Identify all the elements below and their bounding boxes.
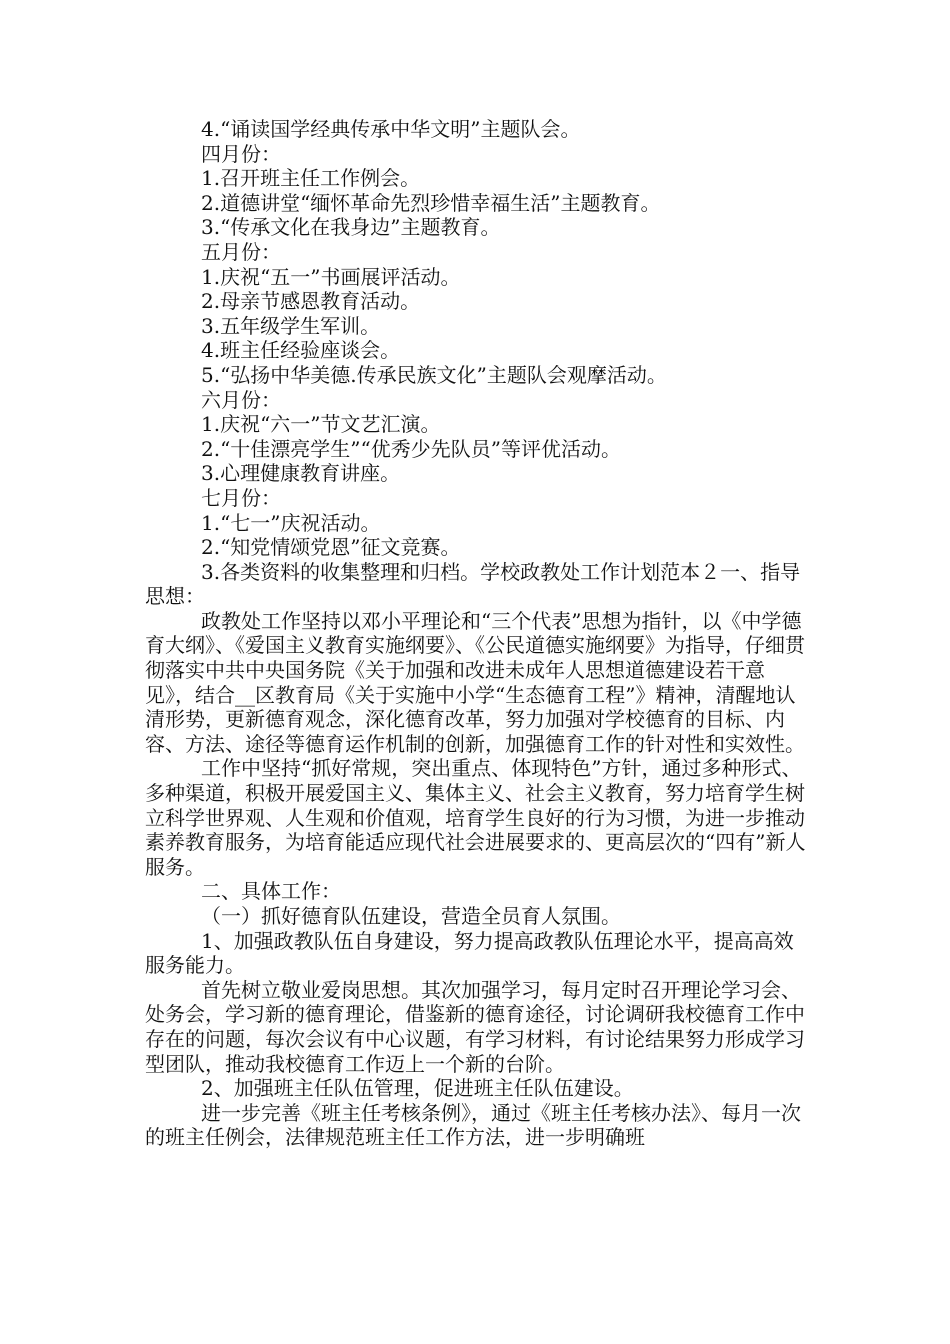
paragraph: 进一步完善《班主任考核条例》，通过《班主任考核办法》、每月一次的班主任例会，法律规范班主任工作方法，进一步明确班 [145,1100,801,1150]
month-heading-july: 七月份： [201,485,281,510]
text-line: 3.心理健康教育讲座。 [201,461,401,486]
text-line: 2.“十佳漂亮学生”“优秀少先队员”等评优活动。 [201,436,621,461]
paragraph: 首先树立敬业爱岗思想。其次加强学习，每月定时召开理论学习会、处务会，学习新的德育理论，借鉴新的德育途径，讨论调研我校德育工作中存在的问题，每次会议有中心议题，有学习材料，有讨论结果努力形成学习型团队，推动我校德育工作迈上一个新的台阶。 [145,977,805,1076]
text-line: 4.“诵读国学经典传承中华文明”主题队会。 [201,117,581,141]
text-line: 1.庆祝“六一”节文艺汇演。 [201,412,441,437]
paragraph: 1、加强政教队伍自身建设，努力提高政教队伍理论水平，提高高效服务能力。 [145,928,794,978]
text-line: 3.“传承文化在我身边”主题教育。 [201,215,501,240]
paragraph: 政教处工作坚持以邓小平理论和“三个代表”思想为指针，以《中学德育大纲》、《爱国主义教育实施纲要》、《公民道德实施纲要》为指导，仔细贯彻落实中共中央国务院《关于加强和改进未成年人思想道德建设若干意见》，结合__区教育局《关于实施中小学“生态德育工程”》精神，清醒地认清形势，更新德育观念，深化德育改革，努力加强对学校德育的目标、内容、方法、途径等德育运作机制的创新，加强德育工作的针对性和实效性。 [145,608,805,756]
month-heading-april: 四月份： [201,141,281,166]
month-heading-may: 五月份： [201,239,281,264]
subsection-heading: （一）抓好德育队伍建设，营造全员育人氛围。 [201,904,621,928]
paragraph: 2、加强班主任队伍管理，促进班主任队伍建设。 [201,1076,634,1101]
text-line: 1.“七一”庆祝活动。 [201,510,381,535]
month-heading-june: 六月份： [201,387,281,412]
text-line: 4.班主任经验座谈会。 [201,338,401,363]
document-body [145,117,813,1150]
text-line: 2.母亲节感恩教育活动。 [201,289,421,314]
text-line: 3.五年级学生军训。 [201,313,381,338]
section-heading: 二、具体工作： [201,879,341,904]
text-line: 2.道德讲堂“缅怀革命先烈珍惜幸福生活”主题教育。 [201,190,661,215]
text-line: 1.召开班主任工作例会。 [201,166,421,191]
text-line: 1.庆祝“五一”书画展评活动。 [201,264,461,289]
paragraph: 工作中坚持“抓好常规，突出重点、体现特色”方针，通过多种形式、多种渠道，积极开展爱国主义、集体主义、社会主义教育，努力培育学生树立科学世界观、人生观和价值观，培育学生良好的行为习惯，为进一步推动素养教育服务，为培育能适应现代社会进展要求的、更高层次的“四有”新人服务。 [145,756,806,879]
text-line: 5.“弘扬中华美德.传承民族文化”主题队会观摩活动。 [201,362,667,387]
paragraph: 3.各类资料的收集整理和归档。学校政教处工作计划范本２一、指导思想： [145,559,801,609]
text-line: 2.“知党情颂党恩”征文竞赛。 [201,535,461,560]
